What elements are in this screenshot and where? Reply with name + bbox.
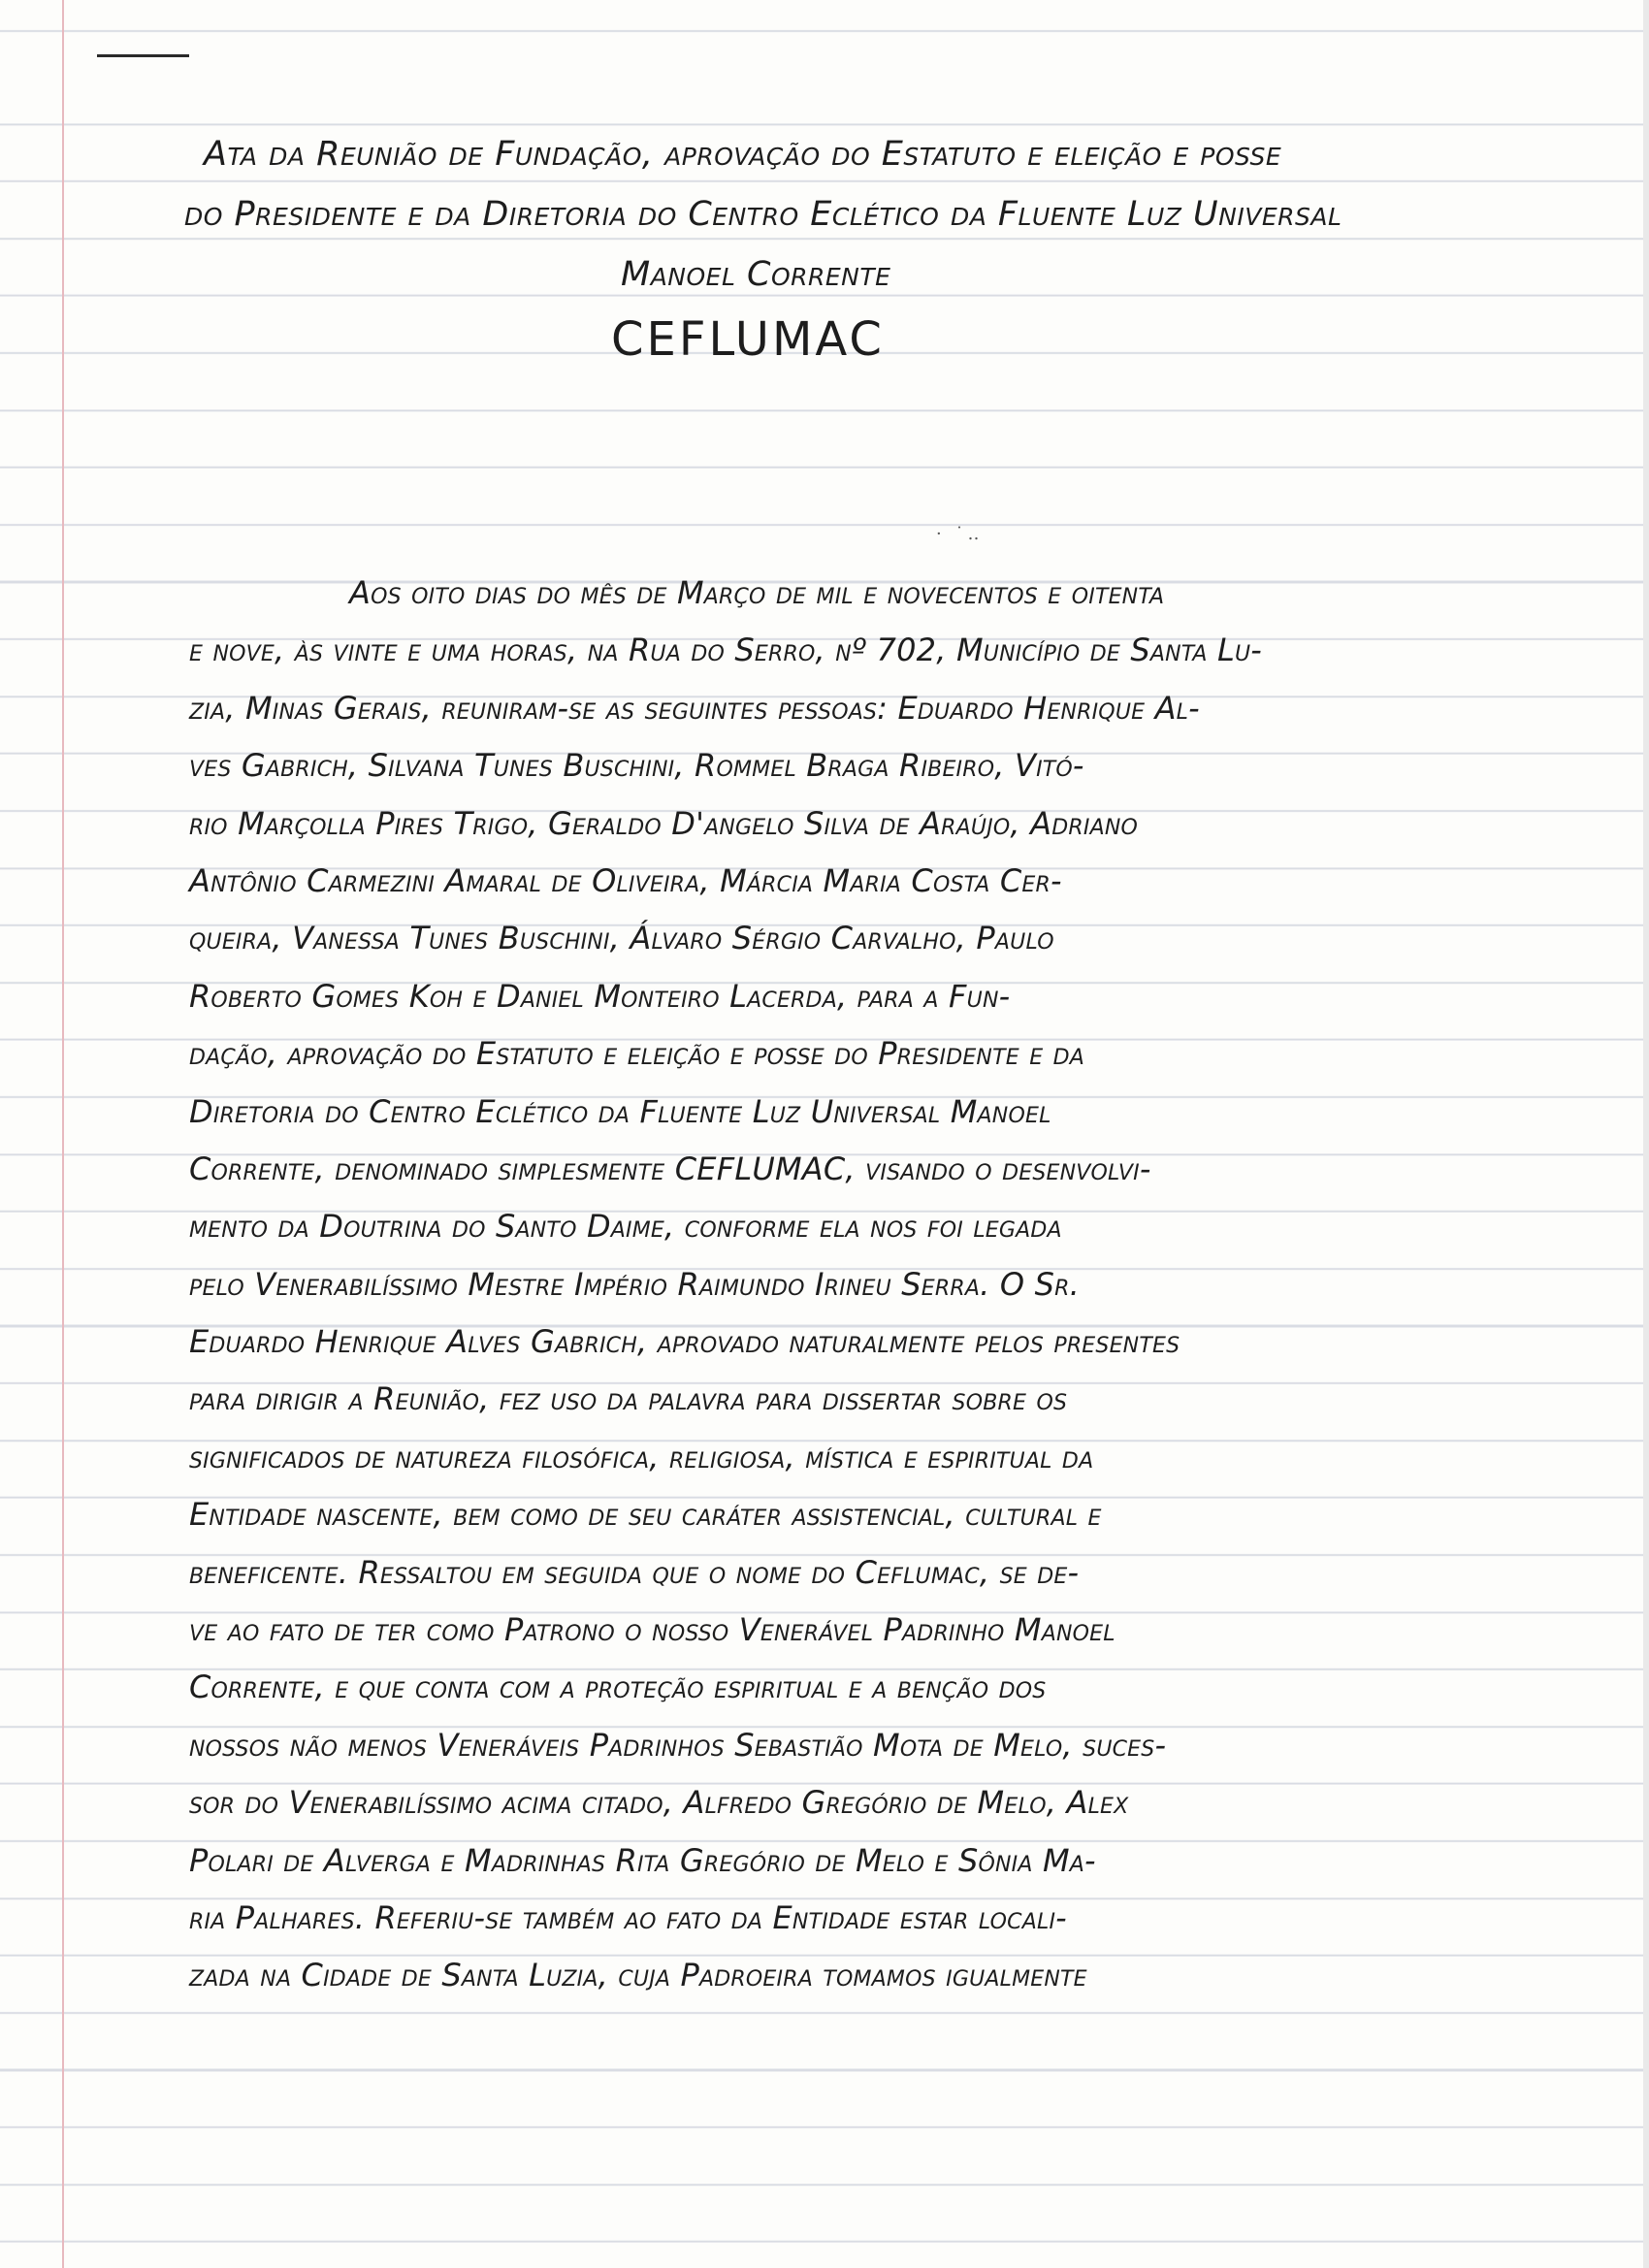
body-line: Antônio Carmezini Amaral de Oliveira, Márcia Maria Costa Cer-: [189, 861, 1062, 899]
body-line: ves Gabrich, Silvana Tunes Buschini, Rommel Braga Ribeiro, Vitó-: [189, 747, 1084, 785]
body-line: nossos não menos Veneráveis Padrinhos Sebastião Mota de Melo, suces-: [189, 1726, 1167, 1764]
body-line: ria Palhares. Referiu-se também ao fato da Entidade estar locali-: [189, 1898, 1067, 1936]
body-line: rio Marçolla Pires Trigo, Geraldo D'angelo Silva de Araújo, Adriano: [189, 804, 1138, 842]
body-line: Corrente, denominado simplesmente CEFLUMAC, visando o desenvolvi-: [189, 1150, 1151, 1187]
title-acronym: CEFLUMAC: [611, 312, 885, 367]
document-title: [184, 124, 1562, 374]
body-line: zada na Cidade de Santa Luzia, cuja Padroeira tomamos igualmente: [189, 1957, 1087, 1994]
body-line: Corrente, e que conta com a proteção espiritual e a benção dos: [189, 1669, 1047, 1706]
body-line: Polari de Alverga e Madrinhas Rita Gregório de Melo e Sônia Ma-: [189, 1841, 1096, 1879]
body-line: ve ao fato de ter como Patrono o nosso Venerável Padrinho Manoel: [189, 1611, 1116, 1649]
body-line: Eduardo Henrique Alves Gabrich, aprovado naturalmente pelos presentes: [189, 1323, 1180, 1361]
body-line: dação, aprovação do Estatuto e eleição e posse do Presidente e da: [189, 1035, 1085, 1073]
title-line: Manoel Corrente: [621, 255, 891, 294]
body-line: zia, Minas Gerais, reuniram-se as seguintes pessoas: Eduardo Henrique Al-: [189, 689, 1200, 727]
margin-rule: [62, 0, 64, 2268]
header-dash-mark: [97, 54, 189, 57]
body-line: Entidade nascente, bem como de seu caráter assistencial, cultural e: [189, 1496, 1102, 1534]
page-edge: [1643, 0, 1649, 2268]
title-line: Ata da Reunião de Fundação, aprovação do Estatuto e eleição e posse: [204, 135, 1282, 174]
body-line: sor do Venerabilíssimo acima citado, Alfredo Gregório de Melo, Alex: [189, 1784, 1129, 1822]
body-line: e nove, às vinte e uma horas, na Rua do Serro, nº 702, Município de Santa Lu-: [189, 632, 1263, 669]
body-line: mento da Doutrina do Santo Daime, conforme ela nos foi legada: [189, 1208, 1062, 1246]
ink-speck: · ˙‥: [936, 524, 984, 544]
body-line: significados de natureza filosófica, religiosa, mística e espiritual da: [189, 1438, 1094, 1475]
body-line: para dirigir a Reunião, fez uso da palavra para dissertar sobre os: [189, 1380, 1068, 1418]
title-line: do Presidente e da Diretoria do Centro Eclético da Fluente Luz Universal: [184, 195, 1342, 234]
document-body: [189, 565, 1576, 2005]
body-line: Diretoria do Centro Eclético da Fluente Luz Universal Manoel: [189, 1092, 1051, 1130]
body-line: pelo Venerabilíssimo Mestre Império Raimundo Irineu Serra. O Sr.: [189, 1265, 1080, 1303]
body-line: Aos oito dias do mês de Março de mil e novecentos e oitenta: [349, 574, 1165, 611]
body-line: Roberto Gomes Koh e Daniel Monteiro Lacerda, para a Fun-: [189, 977, 1011, 1015]
body-line: queira, Vanessa Tunes Buschini, Álvaro Sérgio Carvalho, Paulo: [189, 920, 1054, 957]
body-line: beneficente. Ressaltou em seguida que o nome do Ceflumac, se de-: [189, 1553, 1080, 1591]
